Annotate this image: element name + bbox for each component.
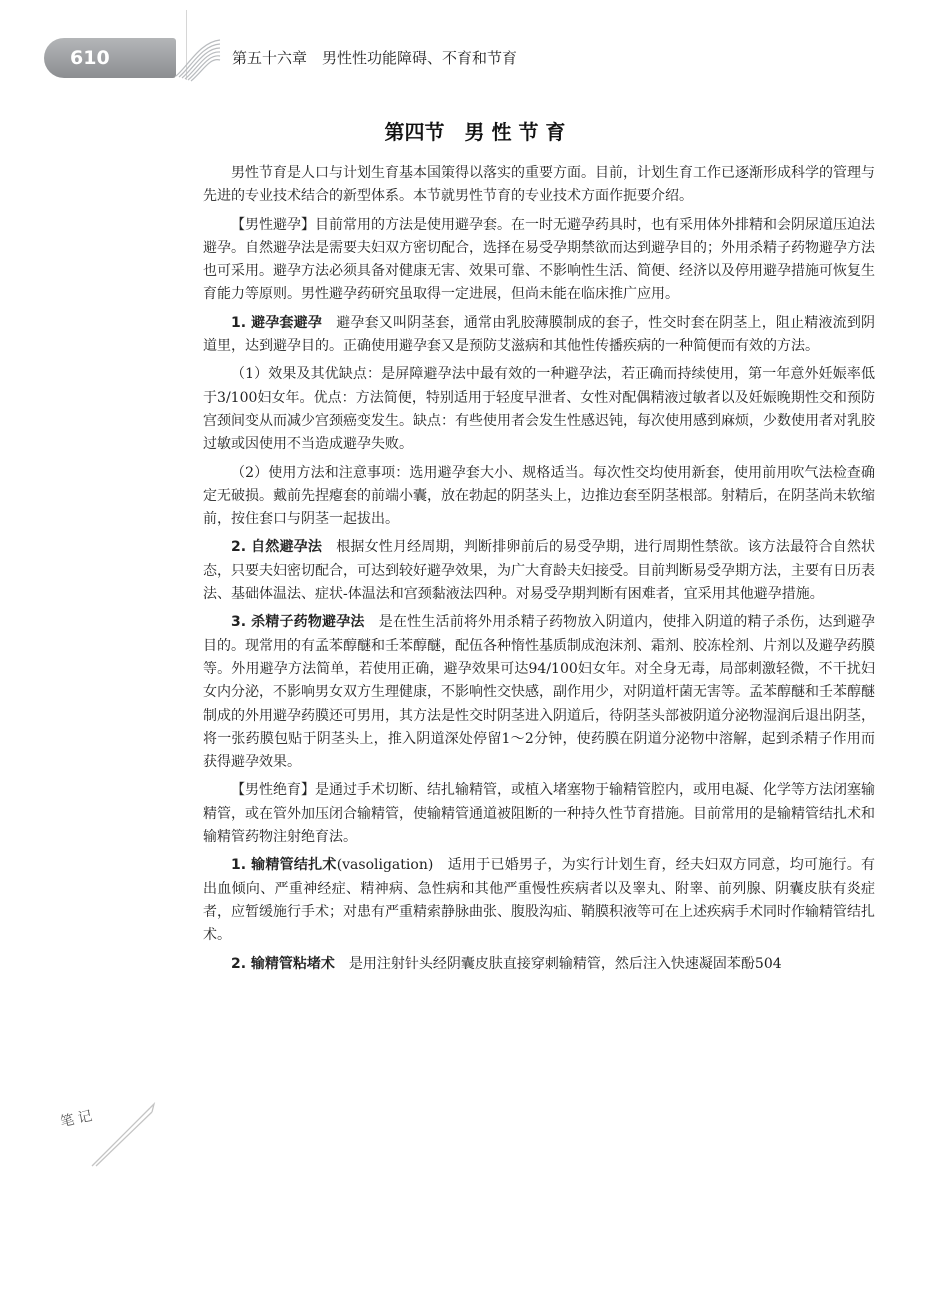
- page-number: 610: [44, 38, 176, 78]
- paragraph-condom: 1. 避孕套避孕 避孕套又叫阴茎套，通常由乳胶薄膜制成的套子，性交时套在阴茎上，阻止精液流到阴道里，达到避孕目的。正确使用避孕套又是预防艾滋病和其他性传播疾病的一种简便而有效的方法。: [203, 314, 876, 355]
- paragraph-condom-effects: （1）效果及其优缺点：是屏障避孕法中最有效的一种避孕法，若正确而持续使用，第一年意外妊娠率低于3/100妇女年。优点：方法简便，特别适用于轻度早泄者、女性对配偶精液过敏者以及妊娠晚期性交和预防宫颈间变从而减少宫颈癌变发生。缺点：有些使用者会发生性感迟钝，每次使用感到麻烦，少数使用者对乳胶过敏或因使用不当造成避孕失败。: [203, 366, 875, 453]
- paragraph-male-sterilization: 【男性绝育】是通过手术切断、结扎输精管，或植入堵塞物于输精管腔内，或用电凝、化学等方法闭塞输精管，或在管外加压闭合输精管，使输精管通道被阻断的一种持久性节育措施。目前常用的是输精管结扎术和输精管药物注射绝育法。: [203, 782, 875, 846]
- chapter-title: 第五十六章 男性性功能障碍、不育和节育: [232, 49, 518, 67]
- paragraph-vasoligation: 1. 输精管结扎术(vasoligation) 适用于已婚男子，为实行计划生育，经夫妇双方同意，均可施行。有出血倾向、严重神经症、精神病、急性病和其他严重慢性疾病者以及睾丸、附睾、前列腺、阴囊皮肤有炎症者，应暂缓施行手术；对患有严重精索静脉曲张、腹股沟疝、鞘膜积液等可在上述疾病手术同时作输精管结扎术。: [203, 857, 876, 944]
- paragraph-male-contraception: 【男性避孕】目前常用的方法是使用避孕套。在一时无避孕药具时，也有采用体外排精和会阴尿道压迫法避孕。自然避孕法是需要夫妇双方密切配合，选择在易受孕期禁欲而达到避孕目的；外用杀精子药物避孕方法也可采用。避孕方法必须具备对健康无害、效果可靠、不影响性生活、简便、经济以及停用避孕措施可恢复生育能力等原则。男性避孕药研究虽取得一定进展，但尚未能在临床推广应用。: [203, 216, 875, 303]
- pen-icon: [88, 1100, 158, 1170]
- paragraph-intro: 男性节育是人口与计划生育基本国策得以落实的重要方面。目前，计划生育工作已逐渐形成科学的管理与先进的专业技术结合的新型体系。本节就男性节育的专业技术方面作扼要介绍。: [203, 165, 875, 205]
- notes-label: 笔记: [58, 1107, 98, 1131]
- swirl-ornament-icon: [170, 36, 226, 82]
- paragraph-natural-method: 2. 自然避孕法 根据女性月经周期，判断排卵前后的易受孕期，进行周期性禁欲。该方法最符合自然状态，只要夫妇密切配合，可达到较好避孕效果，为广大育龄夫妇接受。目前判断易受孕期方法，主要有日历表法、基础体温法、症状-体温法和宫颈黏液法四种。对易受孕期判断有困难者，宜采用其他避孕措施。: [203, 539, 876, 603]
- paragraph-spermicide: 3. 杀精子药物避孕法 是在性生活前将外用杀精子药物放入阴道内，使排入阴道的精子杀伤，达到避孕目的。现常用的有孟苯醇醚和壬苯醇醚，配伍各种惰性基质制成泡沫剂、霜剂、胶冻栓剂、片剂以及避孕药膜等。外用避孕方法简单，若使用正确，避孕效果可达94/100妇女年。对全身无毒，局部刺激轻微，不干扰妇女内分泌，不影响男女双方生理健康，不影响性交快感，副作用少，对阴道杆菌无害等。孟苯醇醚和壬苯醇醚制成的外用避孕药膜还可男用，其方法是性交时阴茎进入阴道后，待阴茎头部被阴道分泌物湿润后退出阴茎，将一张药膜包贴于阴茎头上，推入阴道深处停留1～2分钟，使药膜在阴道分泌物中溶解，起到杀精子作用而获得避孕效果。: [203, 614, 876, 771]
- paragraph-vas-occlusion: 2. 输精管粘堵术 是用注射针头经阴囊皮肤直接穿刺输精管，然后注入快速凝固苯酚504: [231, 955, 782, 972]
- paragraph-condom-usage: （2）使用方法和注意事项：选用避孕套大小、规格适当。每次性交均使用新套，使用前用吹气法检查确定无破损。戴前先捏瘪套的前端小囊，放在勃起的阴茎头上，边推边套至阴茎根部。射精后，在阴茎尚未软缩前，按住套口与阴茎一起拔出。: [203, 464, 875, 528]
- section-title: 第四节 男 性 节 育: [384, 120, 566, 144]
- body-text: [203, 162, 875, 981]
